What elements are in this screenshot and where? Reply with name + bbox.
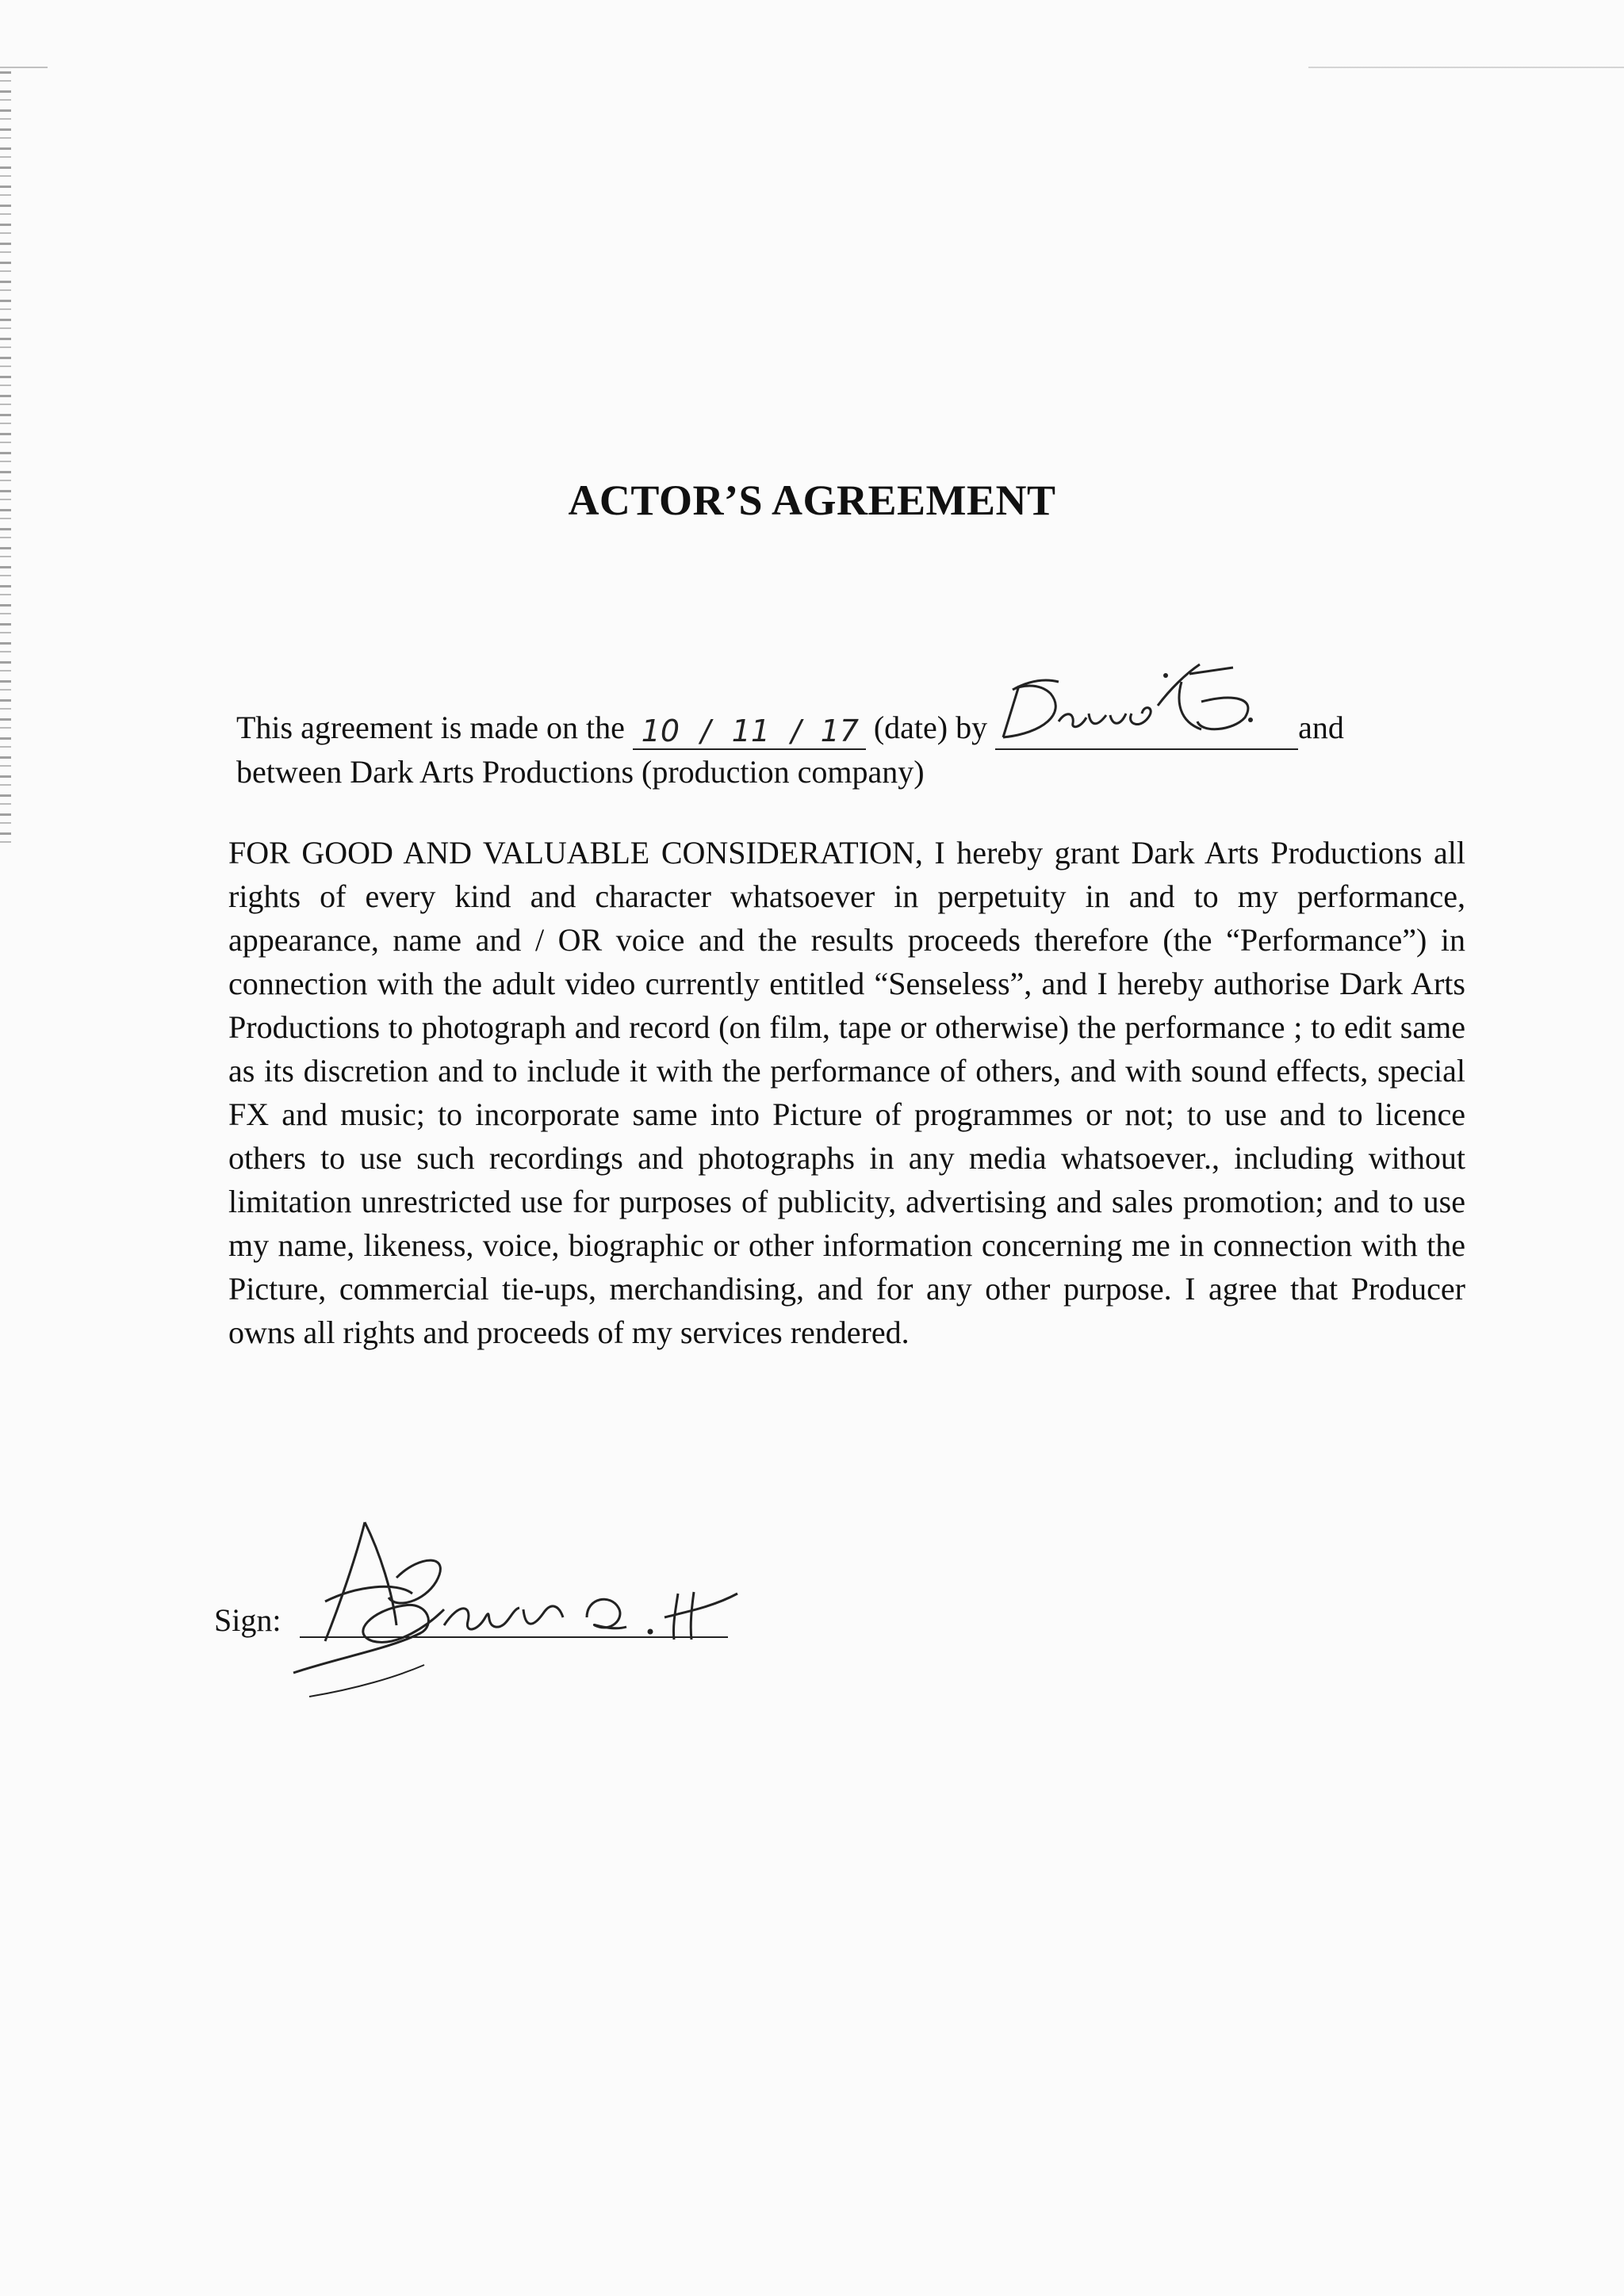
date-month: 11 [731,714,771,748]
date-year: 17 [820,714,860,748]
handwritten-signature [278,1506,817,1712]
signature-block [214,1506,753,1712]
intro-text-before-date: This agreement is made on the [236,710,625,745]
intro-line-2: between Dark Arts Productions (production company) [236,754,925,790]
date-separator-2: / [779,714,814,750]
date-month-field [723,714,779,750]
sign-label: Sign: [214,1602,282,1638]
document-title: ACTOR’S AGREEMENT [568,476,1056,524]
date-year-field [814,714,866,750]
scan-edge-artifact [0,71,11,848]
date-day: 10 [641,714,680,748]
scan-edge-artifact-top [0,67,1624,68]
date-separator-1: / [688,714,723,750]
signatory-name-field [995,714,1298,750]
date-day-field [633,714,688,750]
intro-paragraph [236,706,1426,794]
intro-text-after-name: and [1298,710,1344,745]
signatory-handwritten-name [995,658,1298,745]
intro-text-after-date: (date) by [873,710,988,745]
agreement-body: FOR GOOD AND VALUABLE CONSIDERATION, I hereby grant Dark Arts Productions all rights of every kind and character whatsoever in perpetuity in and to my performance, appearance, name and / OR voice and the results proceeds therefore (the “Performance”) in connection with the adult video currently entitled “Senseless”, and I hereby authorise Dark Arts Productions to photograph and record (on film, tape or otherwise) the performance ; to edit same as its discretion and to include it with the performance of others, and with sound effects, special FX and music; to incorporate same into Picture of programmes or not; to use and to licence others to use such recordings and photographs in any media whatsoever., including without limitation unrestricted use for purposes of publicity, advertising and sales promotion; and to use my name, likeness, voice, biographic or other information concerning me in connection with the Picture, commercial tie-ups, merchandising, and for any other purpose. I agree that Producer owns all rights and proceeds of my services rendered. [228,835,1465,1350]
intro-line-1 [236,706,1426,750]
